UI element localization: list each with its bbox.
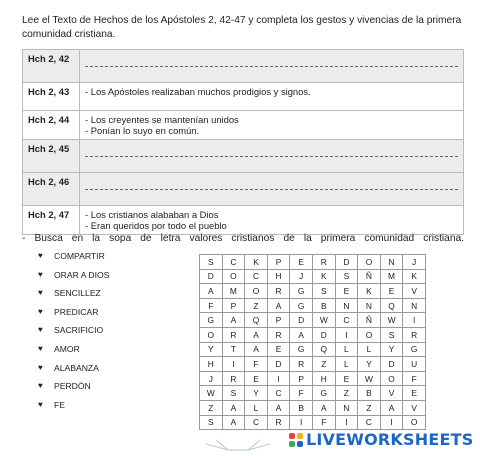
logo-square (289, 441, 295, 447)
acts-reference: Hch 2, 47 (23, 206, 80, 235)
word-list-item (38, 251, 109, 270)
description-line: - Ponían lo suyo en común. (85, 125, 200, 136)
grid-cell[interactable]: I (290, 415, 313, 430)
word-list-item (38, 400, 109, 419)
word-list-item (38, 270, 109, 289)
grid-cell[interactable]: E (335, 284, 358, 299)
instruction-word: letra (160, 233, 181, 244)
liveworksheets-logo[interactable] (288, 430, 473, 449)
instruction-word: primera (320, 233, 356, 244)
grid-cell[interactable]: Q (312, 342, 335, 357)
heart-bullet-icon: ♥ (38, 399, 43, 409)
grid-cell[interactable]: R (312, 255, 335, 270)
grid-row (200, 386, 426, 401)
grid-cell[interactable]: E (380, 284, 403, 299)
word-list-label: PREDICAR (54, 306, 99, 317)
acts-row (23, 173, 464, 206)
grid-cell[interactable]: A (290, 327, 313, 342)
grid-cell[interactable]: O (222, 269, 245, 284)
word-list-label: PERDÓN (54, 381, 91, 392)
instruction-word: en (71, 233, 84, 244)
grid-cell[interactable]: J (290, 269, 313, 284)
grid-cell[interactable]: B (312, 298, 335, 313)
grid-cell[interactable]: Y (358, 357, 381, 372)
word-list-item (38, 288, 109, 307)
grid-cell[interactable]: D (335, 255, 358, 270)
description-line: - Eran queridos por todo el pueblo (85, 220, 227, 231)
logo-square (297, 433, 303, 439)
liveworksheets-logo-icon (288, 432, 304, 448)
grid-cell[interactable]: I (335, 415, 358, 430)
grid-cell[interactable]: O (245, 284, 268, 299)
grid-cell[interactable]: C (335, 313, 358, 328)
word-list-item (38, 307, 109, 326)
grid-row (200, 400, 426, 415)
grid-cell[interactable]: E (403, 386, 426, 401)
instructions-line-2: comunidad cristiana. (22, 28, 116, 40)
description-line: - Los Apóstoles realizaban muchos prodigios y signos. (85, 86, 311, 97)
grid-cell[interactable]: M (222, 284, 245, 299)
grid-cell[interactable]: E (335, 371, 358, 386)
grid-cell[interactable]: Q (245, 313, 268, 328)
grid-cell[interactable]: M (380, 269, 403, 284)
grid-cell[interactable]: O (358, 327, 381, 342)
grid-cell[interactable]: K (312, 269, 335, 284)
word-list-label: SENCILLEZ (54, 288, 101, 299)
grid-row (200, 255, 426, 270)
grid-cell[interactable]: Q (380, 298, 403, 313)
grid-cell[interactable]: R (290, 357, 313, 372)
answer-line[interactable] (85, 66, 458, 67)
grid-cell[interactable]: A (245, 327, 268, 342)
word-list-label: AMOR (54, 343, 80, 354)
grid-cell[interactable]: E (245, 371, 268, 386)
grid-cell[interactable]: G (312, 386, 335, 401)
acts-description (80, 206, 464, 235)
grid-cell[interactable]: I (335, 327, 358, 342)
grid-row (200, 284, 426, 299)
grid-cell[interactable]: D (312, 327, 335, 342)
grid-cell[interactable]: L (335, 342, 358, 357)
heart-bullet-icon: ♥ (38, 306, 43, 316)
grid-cell[interactable]: Y (200, 342, 223, 357)
grid-cell[interactable]: J (403, 255, 426, 270)
word-list-label: ALABANZA (54, 362, 99, 373)
grid-cell[interactable]: D (200, 269, 223, 284)
acts-reference: Hch 2, 42 (23, 50, 80, 83)
grid-row (200, 313, 426, 328)
grid-cell[interactable]: N (335, 400, 358, 415)
word-search-instruction (22, 233, 464, 244)
grid-row (200, 269, 426, 284)
grid-cell[interactable]: K (358, 284, 381, 299)
grid-cell[interactable]: B (358, 386, 381, 401)
grid-cell[interactable]: E (267, 342, 290, 357)
grid-cell[interactable]: R (222, 327, 245, 342)
answer-line[interactable] (85, 189, 458, 190)
grid-cell[interactable]: V (380, 386, 403, 401)
grid-cell[interactable]: C (222, 255, 245, 270)
grid-cell[interactable]: Z (245, 298, 268, 313)
grid-cell[interactable]: Ñ (358, 313, 381, 328)
grid-cell[interactable]: N (403, 298, 426, 313)
answer-blank[interactable] (80, 140, 464, 173)
grid-cell[interactable]: A (267, 400, 290, 415)
logo-square (297, 441, 303, 447)
grid-cell[interactable]: Y (245, 386, 268, 401)
word-search-grid (199, 254, 426, 430)
word-list-label: FE (54, 399, 65, 410)
grid-cell[interactable]: R (267, 415, 290, 430)
acts-description (80, 83, 464, 111)
grid-cell[interactable]: A (380, 400, 403, 415)
grid-row (200, 342, 426, 357)
grid-cell[interactable]: A (200, 284, 223, 299)
grid-cell[interactable]: J (200, 371, 223, 386)
grid-cell[interactable]: C (358, 415, 381, 430)
grid-cell[interactable]: B (290, 400, 313, 415)
grid-cell[interactable]: P (267, 255, 290, 270)
grid-cell[interactable]: O (403, 415, 426, 430)
instruction-word: sopa (109, 233, 132, 244)
grid-cell[interactable]: S (222, 386, 245, 401)
grid-cell[interactable]: R (403, 327, 426, 342)
grid-row (200, 298, 426, 313)
grid-cell[interactable]: I (267, 371, 290, 386)
description-line: - Los creyentes se mantenían unidos (85, 114, 239, 125)
grid-cell[interactable]: F (245, 357, 268, 372)
acts-table (22, 49, 464, 235)
grid-cell[interactable]: H (200, 357, 223, 372)
grid-cell[interactable]: Z (312, 357, 335, 372)
grid-cell[interactable]: I (380, 415, 403, 430)
grid-cell[interactable]: L (358, 342, 381, 357)
grid-cell[interactable]: F (403, 371, 426, 386)
grid-cell[interactable]: S (312, 284, 335, 299)
word-list-item (38, 344, 109, 363)
acts-row (23, 140, 464, 173)
acts-reference: Hch 2, 43 (23, 83, 80, 111)
grid-cell[interactable]: Z (200, 400, 223, 415)
instruction-word: de (283, 233, 295, 244)
grid-cell[interactable]: K (403, 269, 426, 284)
grid-cell[interactable]: N (358, 298, 381, 313)
grid-cell[interactable]: S (335, 269, 358, 284)
grid-row (200, 327, 426, 342)
instruction-word: valores (189, 233, 223, 244)
grid-cell[interactable]: W (358, 371, 381, 386)
instruction-word: cristianos (231, 233, 275, 244)
instruction-word: cristiana. (423, 233, 464, 244)
word-list (38, 251, 109, 418)
grid-cell[interactable]: G (290, 342, 313, 357)
acts-row (23, 83, 464, 111)
heart-bullet-icon: ♥ (38, 288, 43, 298)
acts-description (80, 111, 464, 140)
word-list-label: SACRIFICIO (54, 325, 104, 336)
grid-cell[interactable]: A (222, 400, 245, 415)
grid-cell[interactable]: D (290, 313, 313, 328)
grid-cell[interactable]: Z (358, 400, 381, 415)
instruction-word: la (303, 233, 312, 244)
grid-cell[interactable]: C (267, 386, 290, 401)
grid-cell[interactable]: T (222, 342, 245, 357)
grid-cell[interactable]: O (200, 327, 223, 342)
grid-cell[interactable]: C (245, 269, 268, 284)
grid-cell[interactable]: Z (335, 386, 358, 401)
word-list-item (38, 363, 109, 382)
instruction-word: la (92, 233, 101, 244)
grid-cell[interactable]: W (380, 313, 403, 328)
grid-cell[interactable]: Ñ (358, 269, 381, 284)
word-list-label: COMPARTIR (54, 251, 105, 261)
grid-cell[interactable]: D (380, 357, 403, 372)
grid-cell[interactable]: H (312, 371, 335, 386)
grid-cell[interactable]: L (245, 400, 268, 415)
heart-bullet-icon: ♥ (38, 251, 43, 260)
grid-cell[interactable]: G (200, 313, 223, 328)
acts-reference: Hch 2, 44 (23, 111, 80, 140)
instruction-word: - (22, 233, 26, 244)
grid-cell[interactable]: S (200, 415, 223, 430)
acts-row (23, 206, 464, 235)
grid-cell[interactable]: P (290, 371, 313, 386)
grid-cell[interactable]: W (200, 386, 223, 401)
answer-blank[interactable] (80, 173, 464, 206)
grid-cell[interactable]: K (245, 255, 268, 270)
acts-row (23, 111, 464, 140)
word-list-item (38, 325, 109, 344)
grid-cell[interactable]: P (267, 313, 290, 328)
grid-cell[interactable]: S (380, 327, 403, 342)
instruction-word: Busca (34, 233, 63, 244)
grid-cell[interactable]: S (200, 255, 223, 270)
grid-cell[interactable]: N (335, 298, 358, 313)
heart-bullet-icon: ♥ (38, 269, 43, 279)
grid-cell[interactable]: G (290, 298, 313, 313)
grid-cell[interactable]: C (245, 415, 268, 430)
heart-bullet-icon: ♥ (38, 381, 43, 391)
heart-bullet-icon: ♥ (38, 343, 43, 353)
grid-cell[interactable]: V (403, 284, 426, 299)
grid-cell[interactable]: H (267, 269, 290, 284)
grid-cell[interactable]: N (380, 255, 403, 270)
grid-cell[interactable]: A (222, 313, 245, 328)
grid-cell[interactable]: U (403, 357, 426, 372)
grid-cell[interactable]: O (358, 255, 381, 270)
grid-cell[interactable]: D (267, 357, 290, 372)
grid-row (200, 415, 426, 430)
description-line: - Los cristianos alababan a Dios (85, 209, 219, 220)
grid-cell[interactable]: I (403, 313, 426, 328)
logo-square (289, 433, 295, 439)
acts-reference: Hch 2, 46 (23, 173, 80, 206)
page-number-ribbon (206, 436, 270, 456)
grid-cell[interactable]: R (222, 371, 245, 386)
grid-cell[interactable]: F (312, 415, 335, 430)
liveworksheets-logo-text: LIVEWORKSHEETS (306, 430, 474, 449)
heart-bullet-icon: ♥ (38, 362, 43, 372)
grid-cell[interactable]: P (222, 298, 245, 313)
instruction-word: de (140, 233, 152, 244)
grid-cell[interactable]: A (267, 298, 290, 313)
grid-cell[interactable]: A (222, 415, 245, 430)
grid-cell[interactable]: I (222, 357, 245, 372)
grid-cell[interactable]: R (267, 284, 290, 299)
acts-row (23, 50, 464, 83)
answer-blank[interactable] (80, 50, 464, 83)
heart-bullet-icon: ♥ (38, 325, 43, 335)
grid-row (200, 371, 426, 386)
grid-row (200, 357, 426, 372)
grid-cell[interactable]: O (380, 371, 403, 386)
instructions (22, 14, 470, 41)
grid-cell[interactable]: V (403, 400, 426, 415)
grid-cell[interactable]: E (290, 255, 313, 270)
answer-line[interactable] (85, 156, 458, 157)
instructions-line-1: Lee el Texto de Hechos de los Apóstoles 2, 42-47 y completa los gestos y vivencias de la primera (22, 15, 462, 26)
grid-cell[interactable]: F (200, 298, 223, 313)
grid-cell[interactable]: A (312, 400, 335, 415)
grid-cell[interactable]: A (245, 342, 268, 357)
grid-cell[interactable]: G (403, 342, 426, 357)
acts-reference: Hch 2, 45 (23, 140, 80, 173)
instruction-word: comunidad (364, 233, 415, 244)
grid-cell[interactable]: Y (380, 342, 403, 357)
grid-cell[interactable]: G (290, 284, 313, 299)
word-list-label: ORAR A DIOS (54, 269, 110, 280)
grid-cell[interactable]: R (267, 327, 290, 342)
grid-cell[interactable]: L (335, 357, 358, 372)
grid-cell[interactable]: F (290, 386, 313, 401)
word-list-item (38, 381, 109, 400)
grid-cell[interactable]: W (312, 313, 335, 328)
